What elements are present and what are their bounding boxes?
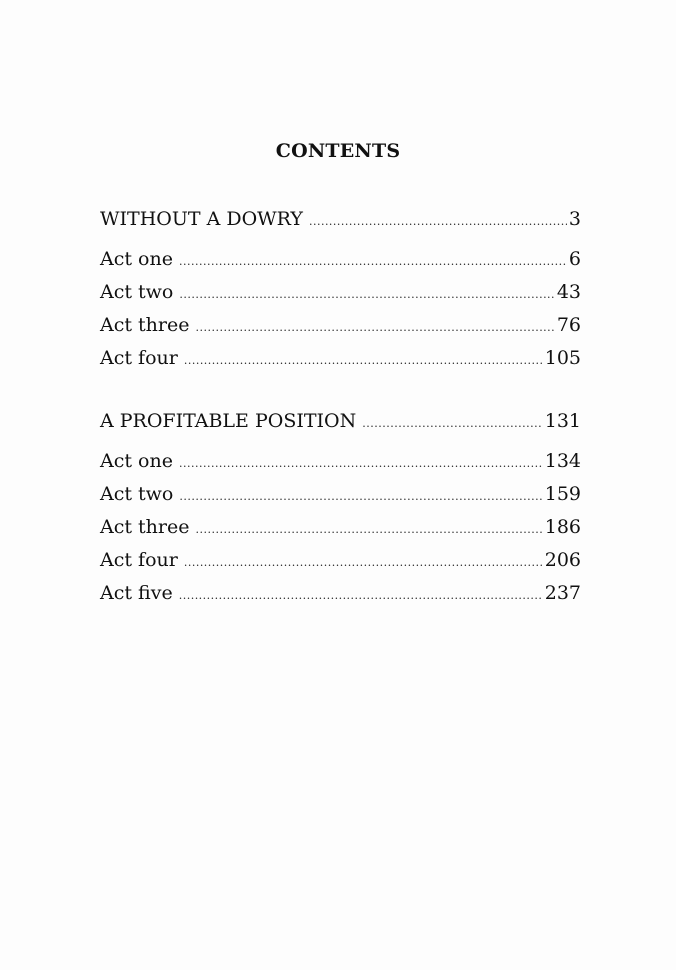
dot-leader [362, 409, 543, 439]
dot-leader [184, 344, 543, 377]
table-of-contents [100, 204, 581, 641]
toc-entry[interactable] [100, 478, 581, 511]
toc-page-number: 186 [544, 516, 581, 538]
toc-entry[interactable] [100, 445, 581, 478]
toc-page-number: 206 [544, 549, 581, 571]
toc-page-number: 134 [544, 450, 581, 472]
toc-page-number: 6 [568, 248, 581, 270]
toc-heading-label: WITHOUT A DOWRY [100, 208, 303, 230]
page-title: CONTENTS [275, 140, 401, 162]
dot-leader [179, 278, 554, 311]
toc-entry-label: Act two [100, 483, 174, 505]
toc-page-number: 105 [544, 347, 581, 369]
dot-leader [195, 311, 554, 344]
toc-section-a-profitable-position [100, 406, 581, 610]
toc-page-number: 237 [544, 582, 581, 604]
toc-heading[interactable] [100, 406, 581, 440]
toc-entry-label: Act three [100, 314, 190, 336]
toc-heading-label: A PROFITABLE POSITION [100, 410, 357, 432]
toc-entry-label: Act four [100, 347, 178, 369]
toc-page-number: 3 [568, 208, 581, 230]
toc-page-number: 131 [544, 410, 581, 432]
dot-leader [179, 245, 567, 278]
toc-entry[interactable] [100, 577, 581, 610]
dot-leader [309, 207, 567, 237]
toc-page-number: 159 [544, 483, 581, 505]
toc-entry-label: Act one [100, 450, 173, 472]
dot-leader [184, 546, 543, 579]
toc-entry[interactable] [100, 511, 581, 544]
toc-page-number: 76 [556, 314, 581, 336]
toc-entry[interactable] [100, 342, 581, 375]
toc-entry-label: Act one [100, 248, 173, 270]
dot-leader [179, 579, 543, 612]
toc-entry-label: Act three [100, 516, 190, 538]
toc-entry-label: Act five [100, 582, 173, 604]
toc-entry-label: Act four [100, 549, 178, 571]
toc-heading[interactable] [100, 204, 581, 238]
toc-section-without-a-dowry [100, 204, 581, 375]
dot-leader [179, 480, 542, 513]
toc-entry[interactable] [100, 276, 581, 309]
dot-leader [179, 447, 543, 480]
toc-entry[interactable] [100, 544, 581, 577]
toc-entry-label: Act two [100, 281, 174, 303]
toc-entry[interactable] [100, 243, 581, 276]
dot-leader [195, 513, 542, 546]
toc-page-number: 43 [556, 281, 581, 303]
toc-entry[interactable] [100, 309, 581, 342]
